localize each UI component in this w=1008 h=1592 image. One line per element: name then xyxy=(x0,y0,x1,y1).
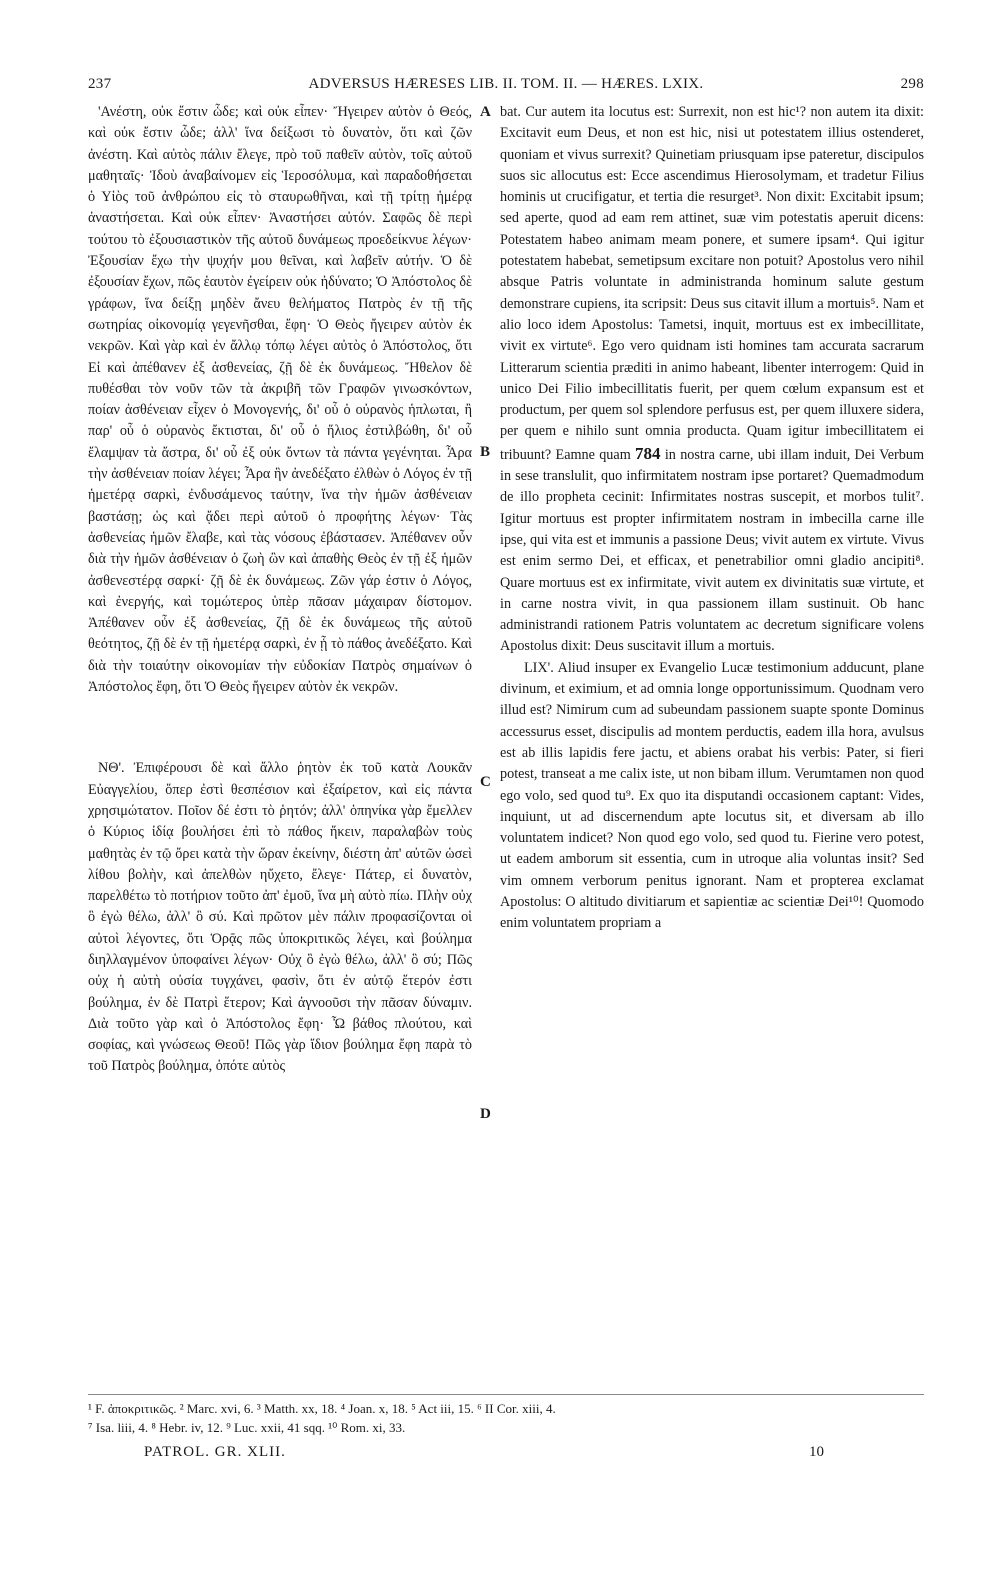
sheet-number: 10 xyxy=(809,1444,824,1460)
latin-paragraph-2: LIX'. Aliud insuper ex Evangelio Lucæ testimonium adducunt, plane divinum, et eximium, et ad omnia longe opportunissimum. Quodnam vero illud est? Nimirum cum ad subeundam passionem suapte sponte Dominus accessurus esset, discipulis ad montem perductis, eadem illa hora, avulsus est ab illis lapidis fere jactu, et abiens orabat his verbis: Pater, si fieri potest, transeat a me calix iste, ut non bibam illum. Verumtamen non quod ego volo, sed quod tu⁹. Ex quo ita disputandi occasionem captant: Vides, inquiunt, ut ad discernendum apte locutus sit, et diversam ab illo voluntatem indicet? Non quod ego volo, sed quod tu. Fierine vero potest, ut eadem amborum sit essentia, cum in utroque alia voluntas insit? Sed vim omnem verborum penitus ignorant. Nam et propterea exclamat Apostolus: O altitudo divitiarum et sapientiæ ac scientiæ Dei¹⁰! Quomodo enim voluntatem propriam a xyxy=(500,659,924,932)
margin-label-b: B xyxy=(480,444,491,460)
right-page-number: 298 xyxy=(900,76,924,92)
margin-label-d: D xyxy=(480,1106,491,1122)
greek-column xyxy=(88,102,472,1078)
column-number: 784 xyxy=(635,443,661,463)
greek-paragraph-1: 'Ανέστη, οὐκ ἔστιν ὧδε; καὶ οὐκ εἶπεν· Ἤγειρεν αὐτὸν ὁ Θεός, καὶ οὐκ ἔστιν ὧδε; ἀλλ' ἵνα δείξωσι τὸ δυνατὸν, ὅτι καὶ ζῶν ἀνέστη. Καὶ αὐτὸς πάλιν ἔλεγε, πρὸ τοῦ παθεῖν αὐτὸν, τοῖς αὐτοῦ μαθηταῖς· Ἰδοὺ ἀναβαίνομεν εἰς Ἱεροσόλυμα, καὶ παραδοθήσεται ὁ Υἱὸς τοῦ ἀνθρώπου εἰς τὸ σταυρωθῆναι, καὶ τῇ τρίτῃ ἡμέρᾳ ἀναστήσεται. Καὶ οὐκ εἶπεν· Ἀναστήσει αὐτόν. Σαφῶς δὲ περὶ τούτου τὸ ἐξουσιαστικὸν τῆς αὐτοῦ δυνάμεως προεδείκνυε λέγων· Ἐξουσίαν ἔχω τὴν ψυχήν μου θεῖναι, καὶ λαβεῖν αὐτήν. Ὁ δὲ ἐξουσίαν ἔχων, πῶς ἑαυτὸν ἐγείρειν οὐκ ἠδύνατο; Ὁ Ἀπόστολος δὲ γράφων, ἵνα δείξῃ μηδὲν ἄνευ θελήματος Πατρὸς ἐν τῇ τῆς σωτηρίας οἰκονομίᾳ γεγενῆσθαι, ἔφη· Ὁ Θεὸς ἤγειρεν αὐτὸν ἐκ νεκρῶν. Καὶ γὰρ καὶ ἐν ἄλλῳ τόπῳ λέγει αὐτὸς ὁ Ἀπόστολος, ὅτι Εἰ καὶ ἀπέθανεν ἐξ ἀσθενείας, ζῇ δὲ ἐκ δυνάμεως. Ἤθελον δὲ πυθέσθαι τὸν νοῦν τῶν τὰ ἀκριβῆ τῶν Γραφῶν γινωσκόντων, ποίαν ἀσθένειαν εἶχεν ὁ Μονογενής, δι' οὗ ὁ οὐρανὸς ἡπλωται, ἢ παρ' οὗ ὁ οὐρανὸς ἔκτισται, δι' οὗ ὁ ἥλιος ἐστιλβώθη, δι' οὗ ἔλαμψαν τὰ ἄστρα, δι' οὗ ἐξ οὐκ ὄντων τὰ πάντα γεγένηται. Ἆρα τὴν ἀσθένειαν ποίαν λέγει; Ἆρα ἣν ἀνεδέξατο ἐλθὼν ὁ Λόγος ἐν τῇ ἡμετέρᾳ σαρκὶ, ἐνδυσάμενος ταύτην, ἵνα τὴν ἡμῶν ἀσθένειαν βαστάσῃ; ὡς καὶ ᾄδει περὶ αὐτοῦ ὁ προφήτης λέγων· Τὰς ἀσθενείας ἡμῶν ἔλαβε, καὶ τὰς νόσους ἐβάστασεν. Ἀπέθανεν οὖν διὰ τὴν ἡμῶν ἀσθένειαν ὁ ζωὴ ὢν καὶ ἀπαθὴς Θεὸς ἐν τῇ ἐξ ἡμῶν ἀσθενεστέρᾳ σαρκί· ζῇ δὲ ἐκ δυνάμεως. Ζῶν γάρ ἐστιν ὁ Λόγος, καὶ ἐνεργής, καὶ τομώτερος ὑπὲρ πᾶσαν μάχαιραν δίστομον. Ἀπέθανεν οὖν ἐξ ἀσθενείας, ζῇ δὲ ἐκ δυνάμεως τῆς αὐτοῦ θεότητος, ζῇ δὲ ἐν τῇ ἡμετέρᾳ σαρκὶ, ἐν ᾗ τὸ πάθος ἀνεδέξατο. Καὶ διὰ τὴν τοιαύτην οἰκονομίαν τὴν εὐδοκίαν Πατρὸς σημαίνων ὁ Ἀπόστολος ἔφη, ὅτι Ὁ Θεὸς ἤγειρεν αὐτὸν ἐκ νεκρῶν. xyxy=(88,104,472,696)
running-title: ADVERSUS HÆRESES LIB. II. TOM. II. — HÆRES. LXIX. xyxy=(308,76,704,92)
left-page-number: 237 xyxy=(88,76,112,92)
latin-column xyxy=(500,102,924,935)
footnotes xyxy=(88,1394,924,1437)
running-header xyxy=(88,76,924,100)
margin-label-a: A xyxy=(480,104,491,120)
footnote-line-1: ¹ F. ἀποκριτικῶς. ² Marc. xvi, 6. ³ Matth. xx, 18. ⁴ Joan. x, 18. ⁵ Act iii, 15. ⁶ II Cor. xiii, 4. xyxy=(88,1401,556,1416)
latin-paragraph-1-cont: in nostra carne, ubi illam induit, Dei Verbum in sese translulit, quo infirmitatem nostram ipse portaret? Quemadmodum de illo propheta cecinit: Infirmitates nostras suscepit, et morbos tulit⁷. Igitur mortuus est propter infirmitatem nostram in imbecilla carne ille ipse, qui vita est et immunis a passione Deus; vivit autem ex virtute. Vivus est enim sermo Dei, et efficax, et penetrabilior omni gladio ancipiti⁸. Quare mortuus est ex infirmitate, vivit autem ex divinitatis suæ virtute, et in carne nostra vivit, in qua passionem illam sustinuit. Ob hanc administrandi rationem Patris voluntatem ac decretum significare volens Apostolus dixit: Deus suscitavit illum a mortuis. xyxy=(500,446,925,655)
latin-paragraph-1-text: bat. Cur autem ita locutus est: Surrexit, non est hic¹? non autem ita dixit: Excitavit eum Deus, et non est hic, nisi ut potestatem illius ostenderet, quoniam et vivus surrexit? Quinetiam priusquam ipse pateretur, discipulos suos sic allocutus est: Ecce ascendimus Hierosolymam, et tradetur Filius hominis ut crucifigatur, et tertia die resurget³. Non dixit: Excitabit ipsum; sed aperte, quod ad eam rem attinet, suæ vim potestatis aperuit dicens: Potestatem habeo animam meam ponere, et sumere ipsam⁴. Qui igitur potestatem habebat, semetipsum excitare non potuit? Apostolus vero nihil absque Patris voluntate in administranda hominum salute gestum demonstrare cupiens, ita scripsit: Deus sus citavit illum a mortuis⁵. Nam et alio loco idem Apostolus: Tametsi, inquit, mortuus est ex imbecillitate, vivit ex virtute⁶. Ego vero quidnam isti homines tam accurata sacrarum Litterarum scientia præditi in animo habeant, libenter interrogem: Quid in unico Dei Filio imbecillitatis fuerit, per quem cœlum expansum est et productum, per quem sol splendore perfusus est, per quem illuxere sidera, per quem e nihilo sunt omnia producta. Quam igitur imbecillitatem ei tribuunt? Eamne quam xyxy=(500,104,924,463)
greek-paragraph-2: ΝΘ'. Ἐπιφέρουσι δὲ καὶ ἄλλο ῥητὸν ἐκ τοῦ κατὰ Λουκᾶν Εὐαγγελίου, ὅπερ ἐστὶ θεσπέσιον καὶ ἐξαίρετον, καὶ εἰς πάντα χρησιμώτατον. Ποῖον δέ ἐστι τὸ ῥητόν; ἀλλ' ὁπηνίκα γὰρ ἔμελλεν ὁ Κύριος ἰδίᾳ βουλήσει ἐπὶ τὸ πάθος ἥκειν, παραλαβὼν τοὺς μαθητὰς ἐν τῷ ὄρει κατὰ τὴν ὥραν ἐκείνην, διέστη ἀπ' αὐτῶν ὡσεὶ λίθου βολὴν, καὶ ἀπελθὼν ηὔχετο, ἔλεγε· Πάτερ, εἰ δυνατὸν, παρελθέτω τὸ ποτήριον τοῦτο ἀπ' ἐμοῦ, ἵνα μὴ αὐτὸ πίω. Πλὴν οὐχ ὃ ἐγὼ θέλω, ἀλλ' ὃ σύ. Καὶ πρῶτον μὲν πάλιν προφασίζονται οἱ αὐτοὶ λέγοντες, ὅτι Ὁρᾷς πῶς ὑποκριτικῶς λέγει, καὶ βούλημα διηλλαγμένον ὑποφαίνει λέγων· Οὐχ ὃ ἐγὼ θέλω, ἀλλ' ὃ σύ; Πῶς οὐχ ἡ αὐτὴ οὐσία τυγχάνει, φασὶν, ὅτι ἐν αὐτῷ ἕτερόν ἐστι βούλημα, ἐν δὲ Πατρὶ ἕτερον; Καὶ ἀγνοοῦσι τὴν πᾶσαν δύναμιν. Διὰ τοῦτο γὰρ καὶ ὁ Ἀπόστολος ἔφη· Ὦ βάθος πλούτου, καὶ σοφίας, καὶ γνώσεως Θεοῦ! Πῶς γὰρ ἴδιον βούλημα ἔφη παρὰ τὸ τοῦ Πατρὸς βούλημα, ὁπότε αὐτὸς xyxy=(88,760,472,1075)
signature-mark: PATROL. GR. XLII. xyxy=(144,1444,286,1460)
margin-label-c: C xyxy=(480,774,491,790)
latin-paragraph-1 xyxy=(500,102,924,658)
footnote-line-2: ⁷ Isa. liii, 4. ⁸ Hebr. iv, 12. ⁹ Luc. xxii, 41 sqq. ¹⁰ Rom. xi, 33. xyxy=(88,1420,406,1435)
